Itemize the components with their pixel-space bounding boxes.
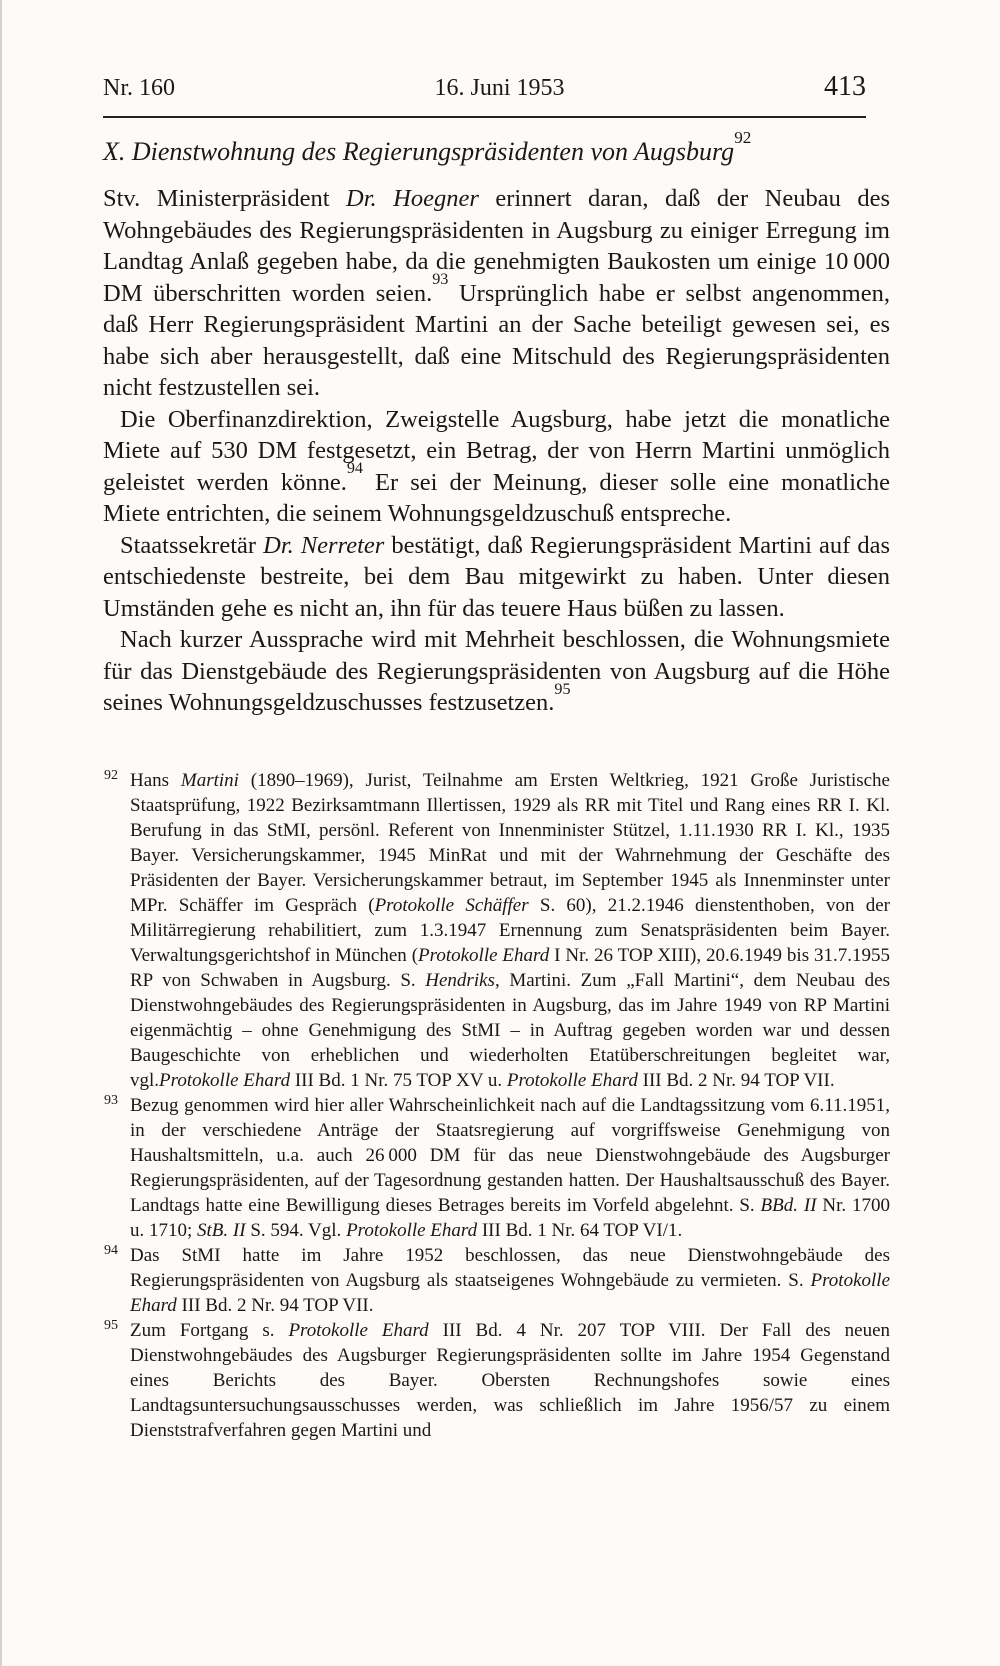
text-run: III Bd. 2 Nr. 94 TOP VII.: [637, 1070, 835, 1091]
footnote-92: [103, 768, 890, 1093]
header-rule: [103, 116, 866, 118]
text-run: (1890–1969), Jurist, Teilnahme am Ersten Weltkrieg, 1921 Große Juristische Staatsprüfung, 1922 Bezirksamtmann Illertissen, 1929 als RR mit Titel und Rang eines RR I. Kl. Berufung in das StMI, persönl. Referent von Innenminister Stützel, 1.11.1930 RR I. Kl., 1935 Bayer. Versicherungskammer, 1945 MinRat und mit der Wahrnehmung der Geschäfte des Präsidenten der Bayer. Versicherungskammer betraut, im September 1945 als Innenminster unter MPr. Schäffer im Gespräch (: [130, 770, 890, 916]
section-heading-text: X. Dienstwohnung des Regierungspräsidenten von Augsburg: [103, 137, 735, 166]
paragraph-4: [103, 624, 890, 719]
text-run: Bezug genommen wird hier aller Wahrscheinlichkeit nach auf die Landtagssitzung vom 6.11.1951, in der verschiedene Anträge der Staatsregierung auf vorgriffsweise Genehmigung von Haushaltsmitteln, u.a. auch 26 000 DM für das neue Dienstwohngebäude des Augsburger Regierungspräsidenten, auf der Tagesordnung gestanden hatten. Der Haushaltsausschuß des Bayer. Landtags hatte eine Bewilligung dieses Betrages bereits im Vorfeld abgelehnt. S.: [130, 1095, 890, 1216]
text-run: Hans: [130, 770, 181, 791]
work-title: Protokolle Ehard: [130, 1270, 890, 1316]
work-title: BBd. II: [760, 1195, 817, 1216]
paragraph-3: [103, 530, 890, 625]
footnote-93: [103, 1093, 890, 1243]
body-text: [103, 183, 890, 719]
text-run: S. 60), 21.2.1946 dienstenthoben, von der Militärregierung rehabilitiert, zum 1.3.1947 Ernennung zum Senatspräsidenten beim Bayer. Verwaltungsgerichtshof in München (: [130, 895, 890, 966]
scan-edge-shadow: [0, 0, 2, 1666]
text-run: erinnert daran, daß der Neubau des Wohngebäudes des Regierungspräsidenten in Augsburg zu einiger Erregung im Landtag Anlaß gegeben habe, da die genehmigten Baukosten um einige 10 000 DM überschritten worden seien.: [103, 185, 890, 307]
footnotes-block: [103, 768, 890, 1443]
text-run: Staatssekretär: [120, 531, 264, 559]
running-header: [103, 72, 866, 103]
text-run: S. 594. Vgl.: [245, 1220, 347, 1241]
work-title: Protokolle Schäffer: [374, 895, 529, 916]
footnote-number-94: 94: [104, 1243, 118, 1258]
footnote-number-92: 92: [104, 768, 118, 783]
footnote-number-93: 93: [104, 1093, 118, 1108]
work-title: Protokolle Ehard: [346, 1220, 478, 1241]
footnote-ref-93: 93: [432, 271, 449, 289]
text-run: Nach kurzer Aussprache wird mit Mehrheit beschlossen, die Wohnungsmiete für das Dienstgebäude des Regierungspräsidenten von Augsburg auf die Höhe seines Wohnungsgeldzuschusses festzusetzen.: [103, 626, 890, 716]
person-name: Martini: [180, 770, 239, 791]
footnote-94: [103, 1243, 890, 1318]
text-run: bestätigt, daß Regierungspräsident Martini auf das entschiedenste bestreite, bei dem Bau mitgewirkt zu haben. Unter diesen Umständen gehe es nicht an, ihn für das teuere Haus büßen zu lassen.: [103, 531, 890, 622]
person-name: Dr. Nerreter: [263, 531, 385, 559]
text-run: Das StMI hatte im Jahre 1952 beschlossen, das neue Dienstwohngebäude des Regierungspräsidenten von Augsburg als staatseigenes Wohngebäude zu vermieten. S.: [130, 1245, 890, 1291]
person-name: Hendriks: [425, 970, 495, 991]
header-date: 16. Juni 1953: [434, 75, 565, 101]
text-run: III Bd. 4 Nr. 207 TOP VIII. Der Fall des neuen Dienstwohngebäudes des Augsburger Regierungspräsidenten sollte im Jahre 1954 Gegenstand eines Berichts des Bayer. Obersten Rechnungshofes sowie eines Landtagsuntersuchungsausschusses werden, was schließlich im Jahre 1956/57 zu einem Dienststrafverfahren gegen Martini und: [130, 1320, 890, 1441]
work-title: Protokolle Ehard: [159, 1070, 291, 1091]
work-title: Protokolle Ehard: [506, 1070, 638, 1091]
text-run: Ursprünglich habe er selbst angenommen, daß Herr Regierungspräsident Martini an der Sache beteiligt gewesen sei, es habe sich aber herausgestellt, daß eine Mitschuld des Regierungspräsidenten nicht festzustellen sei.: [103, 279, 890, 401]
section-heading: [103, 127, 890, 167]
footnote-ref-94: 94: [346, 460, 363, 478]
text-run: III Bd. 2 Nr. 94 TOP VII.: [176, 1295, 374, 1316]
person-name: Dr. Hoegner: [346, 185, 479, 212]
paragraph-2: [103, 404, 890, 530]
text-run: III Bd. 1 Nr. 64 TOP VI/1.: [477, 1220, 683, 1241]
text-run: Er sei der Meinung, dieser solle eine monatliche Miete entrichten, die seinem Wohnungsgeldzuschuß entspreche.: [103, 468, 890, 527]
text-run: , Martini. Zum „Fall Martini“, dem Neubau des Dienstwohngebäudes des Regierungspräsidenten in Augsburg, das im Jahre 1949 von RP Martini eigenmächtig – ohne Genehmigung des StMI – in Auftrag gegeben worden war und dessen Baugeschichte von erheblichen und wiederholten Etatüberschreitungen begleitet war, vgl.: [130, 970, 890, 1091]
text-run: Stv. Ministerpräsident: [103, 185, 347, 212]
heading-footnote-ref-92: 92: [734, 127, 752, 147]
footnote-95: [103, 1318, 890, 1443]
paragraph-1: [103, 183, 890, 404]
text-run: Nr. 1700 u. 1710;: [130, 1195, 890, 1241]
work-title: Protokolle Ehard: [418, 945, 550, 966]
document-number: Nr. 160: [103, 75, 175, 101]
text-run: Zum Fortgang s.: [130, 1320, 289, 1341]
page-number: 413: [823, 71, 866, 102]
work-title: StB. II: [197, 1220, 246, 1241]
footnote-ref-95: 95: [554, 680, 571, 698]
text-run: III Bd. 1 Nr. 75 TOP XV u.: [290, 1070, 507, 1091]
work-title: Protokolle Ehard: [288, 1320, 429, 1341]
text-run: I Nr. 26 TOP XIII), 20.6.1949 bis 31.7.1955 RP von Schwaben in Augsburg. S.: [130, 945, 890, 991]
text-run: Die Oberfinanzdirektion, Zweigstelle Augsburg, habe jetzt die monatliche Miete auf 530 DM festgesetzt, ein Betrag, der von Herrn Martini unmöglich geleistet werden könne.: [103, 405, 890, 496]
footnote-number-95: 95: [104, 1318, 118, 1333]
